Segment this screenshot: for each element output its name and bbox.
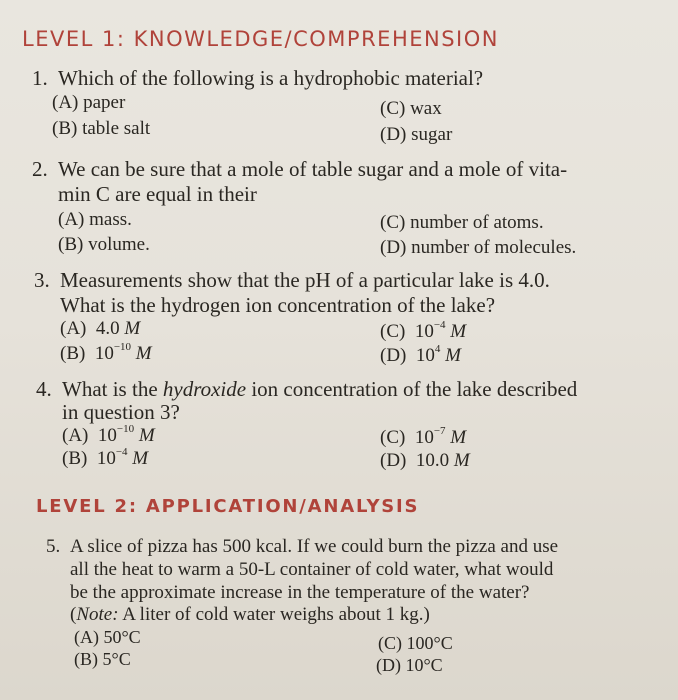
q4-option-d: (D) 10.0 M bbox=[380, 450, 470, 471]
question-1 bbox=[32, 66, 483, 90]
q3-option-b: (B) $10^{-10}$ M bbox=[60, 341, 152, 364]
q3-option-a: (A) 4.0 M bbox=[60, 318, 141, 339]
question-3-line-1 bbox=[34, 268, 550, 292]
q4-option-b: (B) $10^{-4}$ M bbox=[62, 446, 149, 469]
q3-option-c: (C) $10^{-4}$ M bbox=[380, 319, 467, 342]
question-5-text-2: all the heat to warm a 50-L container of cold water, what would bbox=[70, 559, 554, 580]
question-5-line-1 bbox=[46, 535, 558, 559]
q3-option-d: (D) $10^4$ M bbox=[380, 343, 461, 366]
q1-option-a: (A) paper bbox=[52, 92, 126, 113]
q5-option-d: (D) 10°C bbox=[376, 655, 443, 675]
question-4-text-2: in question 3? bbox=[62, 400, 180, 424]
q1-option-b: (B) table salt bbox=[52, 118, 151, 139]
question-1-text: Which of the following is a hydrophobic material? bbox=[58, 66, 484, 90]
question-2-text-2: min C are equal in their bbox=[58, 182, 257, 206]
q1-option-c: (C) wax bbox=[380, 98, 442, 119]
question-2-line-1 bbox=[32, 157, 567, 181]
level-2-heading: LEVEL 2: APPLICATION/ANALYSIS bbox=[36, 496, 420, 517]
q2-option-c: (C) number of atoms. bbox=[380, 212, 544, 233]
question-5-text-3: be the approximate increase in the temperature of the water? bbox=[70, 582, 530, 603]
q2-option-d: (D) number of molecules. bbox=[380, 237, 577, 258]
q5-option-c: (C) 100°C bbox=[378, 633, 453, 653]
q5-option-a: (A) 50°C bbox=[74, 627, 141, 647]
question-5-text-4: (Note: A liter of cold water weighs about 1 kg.) bbox=[70, 604, 430, 625]
q5-option-b: (B) 5°C bbox=[74, 649, 131, 669]
q2-option-a: (A) mass. bbox=[58, 209, 132, 230]
question-3-text-2: What is the hydrogen ion concentration of the lake? bbox=[60, 293, 496, 317]
question-2-text-1: We can be sure that a mole of table sugar and a mole of vita- bbox=[58, 157, 568, 181]
question-3-text-1: Measurements show that the pH of a particular lake is 4.0. bbox=[60, 268, 550, 292]
q4-option-a: (A) $10^{-10}$ M bbox=[62, 423, 155, 446]
q1-option-d: (D) sugar bbox=[380, 124, 453, 145]
question-1-number: 1. bbox=[32, 66, 48, 90]
question-4-number: 4. bbox=[36, 377, 52, 401]
question-4-line-1: 4. What is the hydroxide ion concentration of the lake described bbox=[36, 377, 578, 401]
q2-option-b: (B) volume. bbox=[58, 234, 150, 255]
question-5-number: 5. bbox=[46, 536, 61, 557]
question-5-text-1: A slice of pizza has 500 kcal. If we could burn the pizza and use bbox=[70, 536, 559, 557]
question-3-number: 3. bbox=[34, 268, 50, 292]
level-1-heading: LEVEL 1: KNOWLEDGE/COMPREHENSION bbox=[22, 27, 499, 51]
q4-option-c: (C) $10^{-7}$ M bbox=[380, 425, 467, 448]
question-2-number: 2. bbox=[32, 157, 48, 181]
